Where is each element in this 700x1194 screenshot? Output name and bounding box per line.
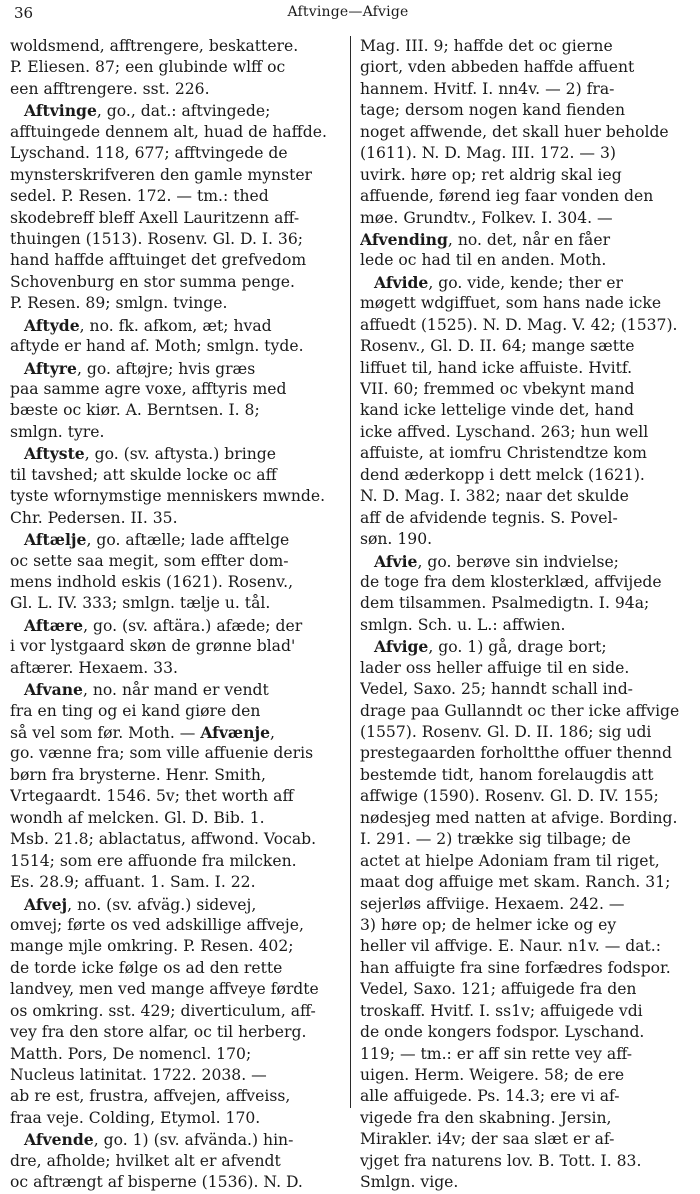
text-line: fraa veje. Colding, Etymol. 170. [10, 1108, 261, 1127]
text-line: tyste wfornymstige menniskers mwnde. [10, 487, 326, 506]
text-line: tage; dersom nogen kand fienden [360, 101, 626, 120]
text-line: go. vænne fra; som ville affuenie deris [10, 744, 314, 763]
text-line: smlgn. Sch. u. L.: affwien. [360, 615, 566, 634]
text-line: vjget fra naturens lov. B. Tott. I. 83. [360, 1151, 642, 1170]
text-line: kand icke lettelige vinde det, hand [360, 401, 634, 420]
text-line: affuedt (1525). N. D. Mag. V. 42; (1537). [360, 315, 678, 334]
text-line: landvey, men ved mange affveye førdte [10, 980, 319, 999]
text-line: thuingen (1513). Rosenv. Gl. D. I. 36; [10, 229, 304, 248]
text-line: Mirakler. i4v; der saa slæt er af- [360, 1130, 615, 1149]
text-line: wondh af melcken. Gl. D. Bib. 1. [10, 808, 265, 827]
headword: Aftære [24, 615, 84, 635]
text-line: drage paa Gullanndt oc ther icke affvige [360, 701, 680, 720]
text-line: Aftyste, go. (sv. aftysta.) bringe [24, 444, 276, 464]
text-line: aftærer. Hexaem. 33. [10, 658, 178, 677]
column-divider [350, 36, 351, 1108]
text-line: noget affwende, det skall huer beholde [360, 122, 669, 141]
text-line: søn. 190. [360, 530, 433, 549]
text-line: dem tilsammen. Psalmedigtn. I. 94a; [360, 594, 650, 613]
text-line: Afvende, go. 1) (sv. afvända.) hin- [24, 1130, 294, 1150]
text-line: Schovenburg en stor summa penge. [10, 272, 295, 291]
text-line: icke affved. Lyschand. 263; hun well [360, 422, 649, 441]
text-line: 1514; som ere affuonde fra milcken. [10, 851, 297, 870]
text-line: liffuet til, hand icke affuiste. Hvitf. [360, 358, 633, 377]
text-line: Chr. Pedersen. II. 35. [10, 508, 178, 527]
text-line: (1611). N. D. Mag. III. 172. — 3) [360, 144, 616, 163]
text-line: bestemde tidt, hanom forelaugdis att [360, 765, 654, 784]
text-line: een afftrengere. sst. 226. [10, 79, 210, 98]
text-line: lede oc had til en anden. Moth. [360, 251, 607, 270]
text-line: aff de afvidende tegnis. S. Povel- [360, 508, 618, 527]
text-line: ab re est, frustra, affvejen, affveiss, [10, 1087, 291, 1106]
headword: Afvende [24, 1130, 94, 1150]
text-line: Vedel, Saxo. 25; hanndt schall ind- [360, 680, 633, 699]
text-line: Smlgn. vige. [360, 1173, 459, 1192]
text-line: hannem. Hvitf. I. nn4v. — 2) fra- [360, 79, 615, 98]
text-line: Aftælje, go. aftælle; lade afftelge [24, 530, 290, 550]
text-line: Afvide, go. vide, kende; ther er [374, 272, 623, 292]
text-line: 3) høre op; de helmer icke og ey [360, 915, 617, 934]
text-line: mange mjle omkring. P. Resen. 402; [10, 937, 294, 956]
text-line: til tavshed; att skulde locke oc aff [10, 465, 277, 484]
text-line: han affuigte fra sine forfædres fodspor. [360, 958, 671, 977]
text-line: skodebreff bleff Axell Lauritzenn aff- [10, 208, 300, 227]
text-line: N. D. Mag. I. 382; naar det skulde [360, 487, 629, 506]
text-line: Aftvinge, go., dat.: aftvingede; [24, 101, 271, 121]
text-line: Afvige, go. 1) gå, drage bort; [374, 637, 607, 657]
text-line: sedel. P. Resen. 172. — tm.: thed [10, 187, 269, 206]
text-line: mynsterskrifveren den gamle mynster [10, 165, 313, 184]
text-line: hand haffde afftuinget det grefvedom [10, 251, 307, 270]
text-line: vigede fra den skabning. Jersin, [360, 1108, 612, 1127]
left-column [10, 36, 348, 1194]
text-line: Mag. III. 9; haffde det oc gierne [360, 37, 613, 55]
text-line: P. Resen. 89; smlgn. tvinge. [10, 294, 228, 313]
text-line: Msb. 21.8; ablactatus, affwond. Vocab. [10, 830, 317, 849]
headword: Afvie [374, 551, 418, 571]
text-line: paa samme agre voxe, afftyris med [10, 380, 287, 398]
running-head-title: Aftvinge—Afvige [287, 4, 409, 20]
text-line: prestegaarden forholtthe offuer thennd [360, 744, 672, 763]
headword: Afvænje [200, 723, 271, 742]
text-line: oc aftrængt af bisperne (1536). N. D. [10, 1173, 303, 1192]
text-line: uigen. Herm. Weigere. 58; de ere [360, 1066, 625, 1084]
headword: Aftyre [24, 358, 77, 378]
text-line: børn fra brysterne. Henr. Smith, [10, 765, 266, 784]
text-line: de torde icke følge os ad den rette [10, 958, 283, 977]
text-line: oc sette saa megit, som effter dom- [10, 551, 289, 570]
text-line: affuiste, at iomfru Christendtze kom [360, 444, 647, 463]
headword: Afvide [374, 272, 429, 292]
text-line: dend æderkopp i dett melck (1621). [360, 465, 645, 484]
text-line: de toge fra dem klosterklæd, affvijede [360, 572, 662, 591]
text-line: alle affuigede. Ps. 14.3; ere vi af- [360, 1087, 620, 1106]
right-column [360, 36, 694, 1194]
text-line: fra en ting og ei kand giøre den [10, 701, 261, 720]
text-line: bæste oc kiør. A. Berntsen. I. 8; [10, 401, 260, 420]
text-line: giort, vden abbeden haffde affuent [360, 58, 635, 77]
text-line: Aftyre, go. aftøjre; hvis græs [24, 358, 256, 378]
text-line: Es. 28.9; affuant. 1. Sam. I. 22. [10, 873, 256, 892]
text-line: Vrtegaardt. 1546. 5v; thet worth aff [10, 787, 294, 806]
text-line: affwige (1590). Rosenv. Gl. D. IV. 155; [360, 787, 659, 806]
text-line: troskaff. Hvitf. I. ss1v; affuigede vdi [360, 1001, 643, 1020]
text-line: sejerløs affviige. Hexaem. 242. — [360, 894, 625, 913]
text-line: maat dog affuige met skam. Ranch. 31; [360, 873, 671, 892]
headword: Aftælje [24, 530, 87, 550]
text-line: os omkring. sst. 429; diverticulum, aff- [10, 1001, 316, 1020]
text-line: Aftære, go. (sv. aftära.) afæde; der [24, 615, 303, 635]
text-line: actet at hielpe Adoniam fram til riget, [360, 851, 660, 870]
text-line: mens indhold eskis (1621). Rosenv., [10, 572, 294, 591]
text-line: aftyde er hand af. Moth; smlgn. tyde. [10, 337, 304, 356]
running-head [10, 4, 686, 26]
headword: Afvane [24, 680, 83, 700]
text-line: heller vil affvige. E. Naur. n1v. — dat.: [360, 937, 662, 956]
headword: Aftyste [24, 444, 85, 464]
text-line: P. Eliesen. 87; een glubinde wlff oc [10, 58, 286, 77]
headword: Afvending [360, 229, 448, 249]
text-line: Aftyde, no. fk. afkom, æt; hvad [24, 315, 272, 335]
headword: Afvej [24, 894, 68, 914]
text-line: nødesjeg med natten at afvige. Bording. [360, 808, 678, 827]
headword: Aftvinge [24, 101, 97, 121]
text-line: Rosenv., Gl. D. II. 64; mange sætte [360, 337, 635, 356]
text-line: smlgn. tyre. [10, 422, 105, 441]
text-line: møgett wdgiffuet, som hans nade icke [360, 294, 662, 313]
text-line: affuende, førend ieg faar vonden den [360, 187, 654, 206]
text-line: omvej; førte os ved adskillige affveje, [10, 915, 304, 934]
text-line: dre, afholde; hvilket alt er afvendt [10, 1151, 281, 1170]
text-line: Matth. Pors, De nomencl. 170; [10, 1044, 252, 1063]
headword: Aftyde [24, 315, 80, 335]
text-line: Vedel, Saxo. 121; affuigede fra den [360, 980, 637, 999]
text-line: Gl. L. IV. 333; smlgn. tælje u. tål. [10, 594, 271, 613]
text-line: Afvej, no. (sv. afväg.) sidevej, [24, 894, 257, 914]
text-line: så vel som før. Moth. — Afvænje, [10, 723, 275, 742]
text-line: (1557). Rosenv. Gl. D. II. 186; sig udi [360, 723, 652, 741]
text-line: Afvending, no. det, når en fåer [360, 229, 611, 249]
text-line: de onde kongers fodspor. Lyschand. [360, 1023, 645, 1042]
text-line: lader oss heller affuige til en side. [360, 658, 630, 677]
text-line: uvirk. høre op; ret aldrig skal ieg [360, 165, 622, 184]
text-line: woldsmend, afftrengere, beskattere. [10, 37, 299, 55]
text-line: 119; — tm.: er aff sin rette vey aff- [360, 1044, 632, 1063]
text-line: afftuingede dennem alt, huad de haffde. [10, 122, 327, 141]
headword: Afvige [374, 637, 429, 657]
page-number: 36 [14, 4, 34, 22]
text-line: i vor lystgaard skøn de grønne blad' [10, 637, 296, 656]
text-line: I. 291. — 2) trække sig tilbage; de [360, 830, 631, 849]
text-line: VII. 60; fremmed oc vbekynt mand [360, 380, 635, 398]
text-line: Afvie, go. berøve sin indvielse; [374, 551, 619, 571]
text-line: vey fra den store alfar, oc til herberg. [10, 1023, 307, 1042]
text-line: møe. Grundtv., Folkev. I. 304. — [360, 208, 613, 227]
text-line: Lyschand. 118, 677; afftvingede de [10, 144, 288, 163]
text-line: Afvane, no. når mand er vendt [24, 680, 269, 700]
text-line: Nucleus latinitat. 1722. 2038. — [10, 1066, 267, 1084]
